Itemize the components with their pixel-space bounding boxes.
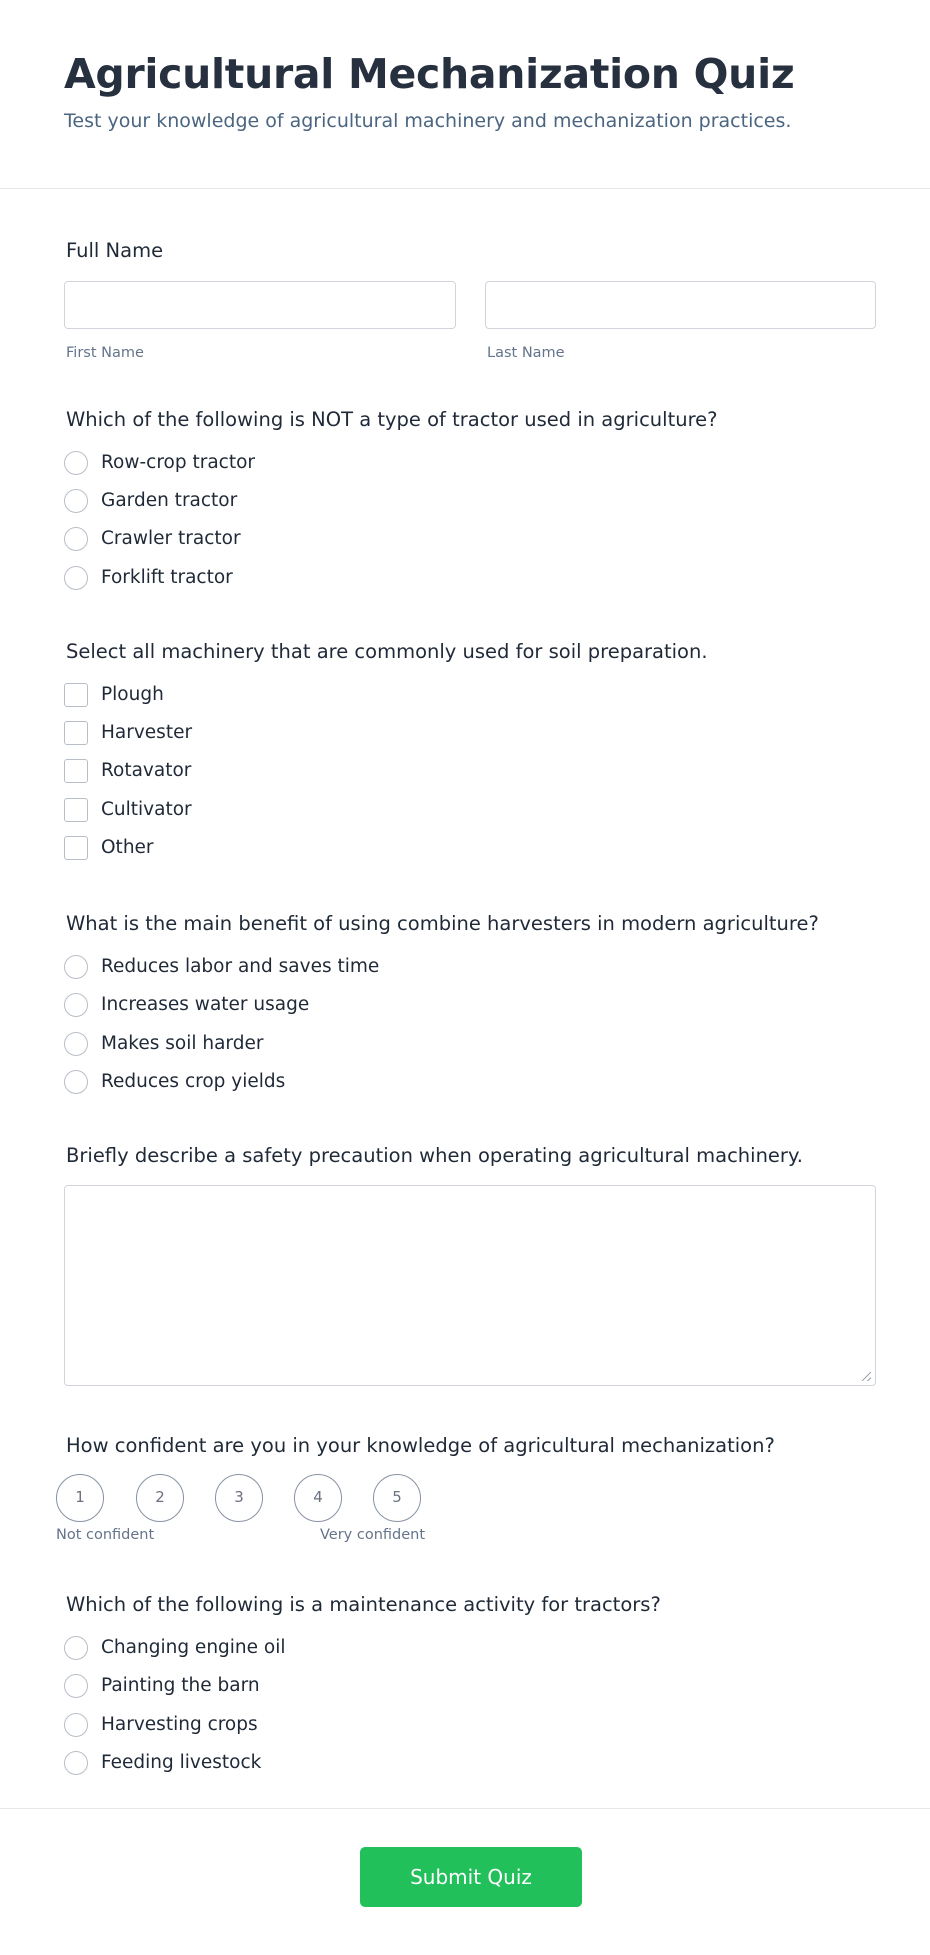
radio-button[interactable] [64,489,88,513]
radio-button[interactable] [64,1713,88,1737]
last-name-sublabel: Last Name [487,345,565,361]
option-label: Harvester [101,722,193,743]
radio-button[interactable] [64,1636,88,1660]
last-name-input[interactable] [485,281,876,329]
resize-handle-icon[interactable] [862,1372,871,1381]
option-label: Garden tractor [101,490,238,511]
option-label: Harvesting crops [101,1714,258,1735]
radio-button[interactable] [64,1070,88,1094]
option-label: Row-crop tractor [101,452,256,473]
option-label: Cultivator [101,799,192,820]
checkbox[interactable] [64,759,88,783]
checkbox[interactable] [64,683,88,707]
radio-button[interactable] [64,1751,88,1775]
q6-question: Which of the following is a maintenance activity for tractors? [66,1593,661,1616]
checkbox[interactable] [64,798,88,822]
option-label: Reduces labor and saves time [101,956,380,977]
scale-min-label: Not confident [56,1527,155,1543]
option-label: Plough [101,684,164,705]
option-label: Other [101,837,154,858]
scale-option-3[interactable]: 3 [215,1474,263,1522]
radio-button[interactable] [64,527,88,551]
q4-question: Briefly describe a safety precaution when operating agricultural machinery. [66,1144,803,1167]
q2-question: Select all machinery that are commonly used for soil preparation. [66,640,708,663]
radio-button[interactable] [64,955,88,979]
full-name-label: Full Name [66,239,164,262]
option-label: Forklift tractor [101,567,233,588]
scale-option-2[interactable]: 2 [136,1474,184,1522]
option-label: Increases water usage [101,994,310,1015]
option-label: Rotavator [101,760,192,781]
option-label: Changing engine oil [101,1637,286,1658]
scale-option-1[interactable]: 1 [56,1474,104,1522]
scale-option-4[interactable]: 4 [294,1474,342,1522]
checkbox[interactable] [64,836,88,860]
radio-button[interactable] [64,1032,88,1056]
option-label: Painting the barn [101,1675,260,1696]
q3-question: What is the main benefit of using combine harvesters in modern agriculture? [66,912,819,935]
safety-precaution-textarea[interactable] [64,1185,876,1386]
footer-divider [0,1808,930,1809]
first-name-input[interactable] [64,281,456,329]
page-subtitle: Test your knowledge of agricultural machinery and mechanization practices. [64,110,792,132]
submit-quiz-button[interactable]: Submit Quiz [360,1847,582,1907]
first-name-sublabel: First Name [66,345,144,361]
q1-question: Which of the following is NOT a type of tractor used in agriculture? [66,408,718,431]
radio-button[interactable] [64,993,88,1017]
option-label: Makes soil harder [101,1033,264,1054]
radio-button[interactable] [64,1674,88,1698]
quiz-header [0,0,930,189]
radio-button[interactable] [64,451,88,475]
page-title: Agricultural Mechanization Quiz [64,50,795,98]
radio-button[interactable] [64,566,88,590]
q5-question: How confident are you in your knowledge of agricultural mechanization? [66,1434,775,1457]
option-label: Feeding livestock [101,1752,262,1773]
option-label: Crawler tractor [101,528,241,549]
option-label: Reduces crop yields [101,1071,286,1092]
scale-option-5[interactable]: 5 [373,1474,421,1522]
checkbox[interactable] [64,721,88,745]
scale-max-label: Very confident [320,1527,426,1543]
